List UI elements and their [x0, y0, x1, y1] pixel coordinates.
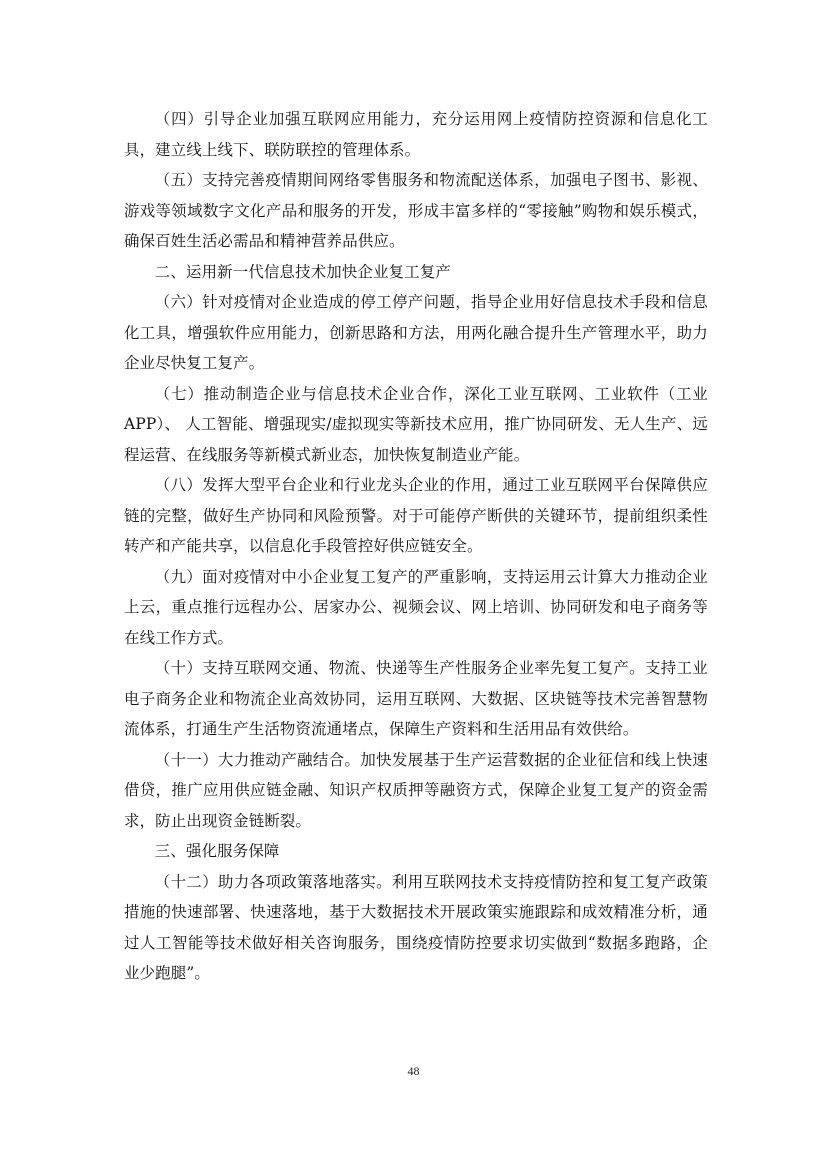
paragraph-6: （六）针对疫情对企业造成的停工停产问题，指导企业用好信息技术手段和信息化工具，增强软件应用能力，创新思路和方法，用两化融合提升生产管理水平，助力企业尽快复工复产。	[124, 293, 708, 372]
paragraph-5: （五）支持完善疫情期间网络零售服务和物流配送体系，加强电子图书、影视、游戏等领域数字文化产品和服务的开发，形成丰富多样的“零接触”购物和娱乐模式，确保百姓生活必需品和精神营养品供应。	[124, 171, 708, 250]
paragraph-12: （十二）助力各项政策落地落实。利用互联网技术支持疫情防控和复工复产政策措施的快速部署、快速落地，基于大数据技术开展政策实施跟踪和成效精准分析，通过人工智能等技术做好相关咨询服务，围绕疫情防控要求切实做到“数据多跑路，企业少跑腿”。	[124, 872, 708, 982]
page-number: 48	[407, 1064, 420, 1078]
paragraph-7: （七）推动制造企业与信息技术企业合作，深化工业互联网、工业软件（工业APP）、 人工智能、增强现实/虚拟现实等新技术应用，推广协同研发、无人生产、远程运营、在线服务等新模式新业态，加快恢复制造业产能。	[124, 384, 708, 464]
section-heading-3: 三、强化服务保障	[154, 842, 280, 860]
paragraph-9: （九）面对疫情对中小企业复工复产的严重影响，支持运用云计算大力推动企业上云，重点推行远程办公、居家办公、视频会议、网上培训、协同研发和电子商务等在线工作方式。	[124, 567, 708, 647]
section-heading-2: 二、运用新一代信息技术加快企业复工复产	[154, 262, 452, 281]
paragraph-11: （十一）大力推动产融结合。加快发展基于生产运营数据的企业征信和线上快速借贷，推广应用供应链金融、知识产权质押等融资方式，保障企业复工复产的资金需求，防止出现资金链断裂。	[124, 750, 708, 830]
document-body	[124, 104, 708, 989]
paragraph-4: （四）引导企业加强互联网应用能力，充分运用网上疫情防控资源和信息化工具，建立线上线下、联防联控的管理体系。	[124, 110, 708, 159]
paragraph-8: （八）发挥大型平台企业和行业龙头企业的作用，通过工业互联网平台保障供应链的完整，做好生产协同和风险预警。对于可能停产断供的关键环节，提前组织柔性转产和产能共享，以信息化手段管控好供应链安全。	[124, 476, 708, 555]
paragraph-10: （十）支持互联网交通、物流、快递等生产性服务企业率先复工复产。支持工业电子商务企业和物流企业高效协同，运用互联网、大数据、区块链等技术完善智慧物流体系，打通生产生活物资流通堵点，保障生产资料和生活用品有效供给。	[124, 659, 708, 738]
